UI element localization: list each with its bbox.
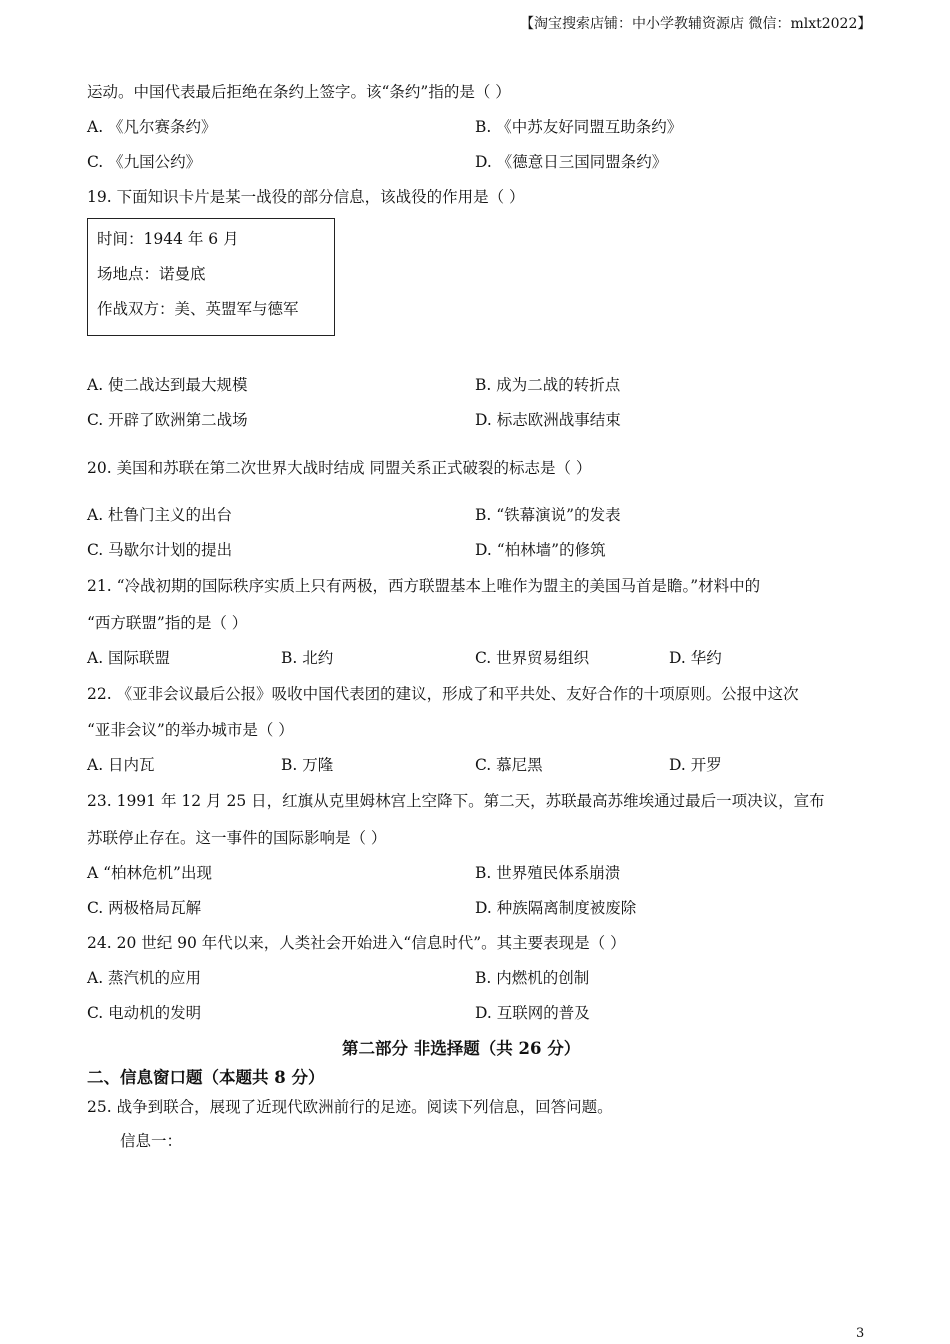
q23-option-b: B. 世界殖民体系崩溃 (475, 864, 621, 882)
q18-option-a: A. 《凡尔赛条约》 (87, 118, 217, 136)
q20-option-b: B. “铁幕演说”的发表 (475, 506, 621, 524)
q24-option-a: A. 蒸汽机的应用 (87, 969, 202, 987)
q21-option-b: B. 北约 (281, 649, 334, 667)
page-header: 【淘宝搜索店铺：中小学教辅资源店 微信：mlxt2022】 (520, 16, 872, 32)
q22-stem-line2: “亚非会议”的举办城市是（ ） (87, 721, 294, 739)
q18-continuation: 运动。中国代表最后拒绝在条约上签字。该“条约”指的是（ ） (87, 83, 511, 101)
card-parties: 作战双方：美、英盟军与德军 (97, 300, 299, 318)
q22-option-b: B. 万隆 (281, 756, 334, 774)
info-one-label: 信息一： (120, 1132, 183, 1150)
q19-option-d: D. 标志欧洲战事结束 (475, 411, 621, 429)
q22-option-a: A. 日内瓦 (87, 756, 155, 774)
q21-option-a: A. 国际联盟 (87, 649, 171, 667)
q25-stem: 25. 战争到联合，展现了近现代欧洲前行的足迹。阅读下列信息，回答问题。 (87, 1098, 613, 1116)
q22-option-d: D. 开罗 (669, 756, 722, 774)
part-two-title: 第二部分 非选择题（共 26 分） (342, 1039, 581, 1058)
q23-stem-line1: 23. 1991 年 12 月 25 日，红旗从克里姆林宫上空降下。第二天，苏联最高苏维埃通过最后一项决议，宣布 (87, 792, 825, 810)
q23-stem-line2: 苏联停止存在。这一事件的国际影响是（ ） (87, 829, 387, 847)
q19-stem: 19. 下面知识卡片是某一战役的部分信息，该战役的作用是（ ） (87, 188, 525, 206)
q23-option-c: C. 两极格局瓦解 (87, 899, 202, 917)
q20-stem: 20. 美国和苏联在第二次世界大战时结成 同盟关系正式破裂的标志是（ ） (87, 459, 592, 477)
q20-option-a: A. 杜鲁门主义的出台 (87, 506, 233, 524)
section-heading: 二、信息窗口题（本题共 8 分） (87, 1068, 325, 1087)
card-time: 时间：1944 年 6 月 (97, 230, 239, 248)
q24-stem: 24. 20 世纪 90 年代以来，人类社会开始进入“信息时代”。其主要表现是（ ） (87, 934, 626, 952)
q21-stem-line1: 21. “冷战初期的国际秩序实质上只有两极，西方联盟基本上唯作为盟主的美国马首是瞻。”材料中的 (87, 577, 761, 595)
q20-option-d: D. “柏林墙”的修筑 (475, 541, 606, 559)
q23-option-a: A “柏林危机”出现 (87, 864, 212, 882)
q19-option-a: A. 使二战达到最大规模 (87, 376, 248, 394)
q19-option-b: B. 成为二战的转折点 (475, 376, 621, 394)
q24-option-d: D. 互联网的普及 (475, 1004, 590, 1022)
q22-stem-line1: 22. 《亚非会议最后公报》吸收中国代表团的建议，形成了和平共处、友好合作的十项原则。公报中这次 (87, 685, 799, 703)
q23-option-d: D. 种族隔离制度被废除 (475, 899, 637, 917)
q21-stem-line2: “西方联盟”指的是（ ） (87, 614, 248, 632)
q19-option-c: C. 开辟了欧洲第二战场 (87, 411, 248, 429)
q24-option-c: C. 电动机的发明 (87, 1004, 202, 1022)
q18-option-c: C. 《九国公约》 (87, 153, 202, 171)
q21-option-d: D. 华约 (669, 649, 722, 667)
q18-option-b: B. 《中苏友好同盟互助条约》 (475, 118, 683, 136)
q24-option-b: B. 内燃机的创制 (475, 969, 590, 987)
knowledge-card (87, 218, 335, 336)
card-location: 场地点：诺曼底 (97, 265, 206, 283)
q22-option-c: C. 慕尼黑 (475, 756, 543, 774)
q18-option-d: D. 《德意日三国同盟条约》 (475, 153, 668, 171)
q20-option-c: C. 马歇尔计划的提出 (87, 541, 233, 559)
q21-option-c: C. 世界贸易组织 (475, 649, 590, 667)
page-number: 3 (856, 1326, 865, 1341)
